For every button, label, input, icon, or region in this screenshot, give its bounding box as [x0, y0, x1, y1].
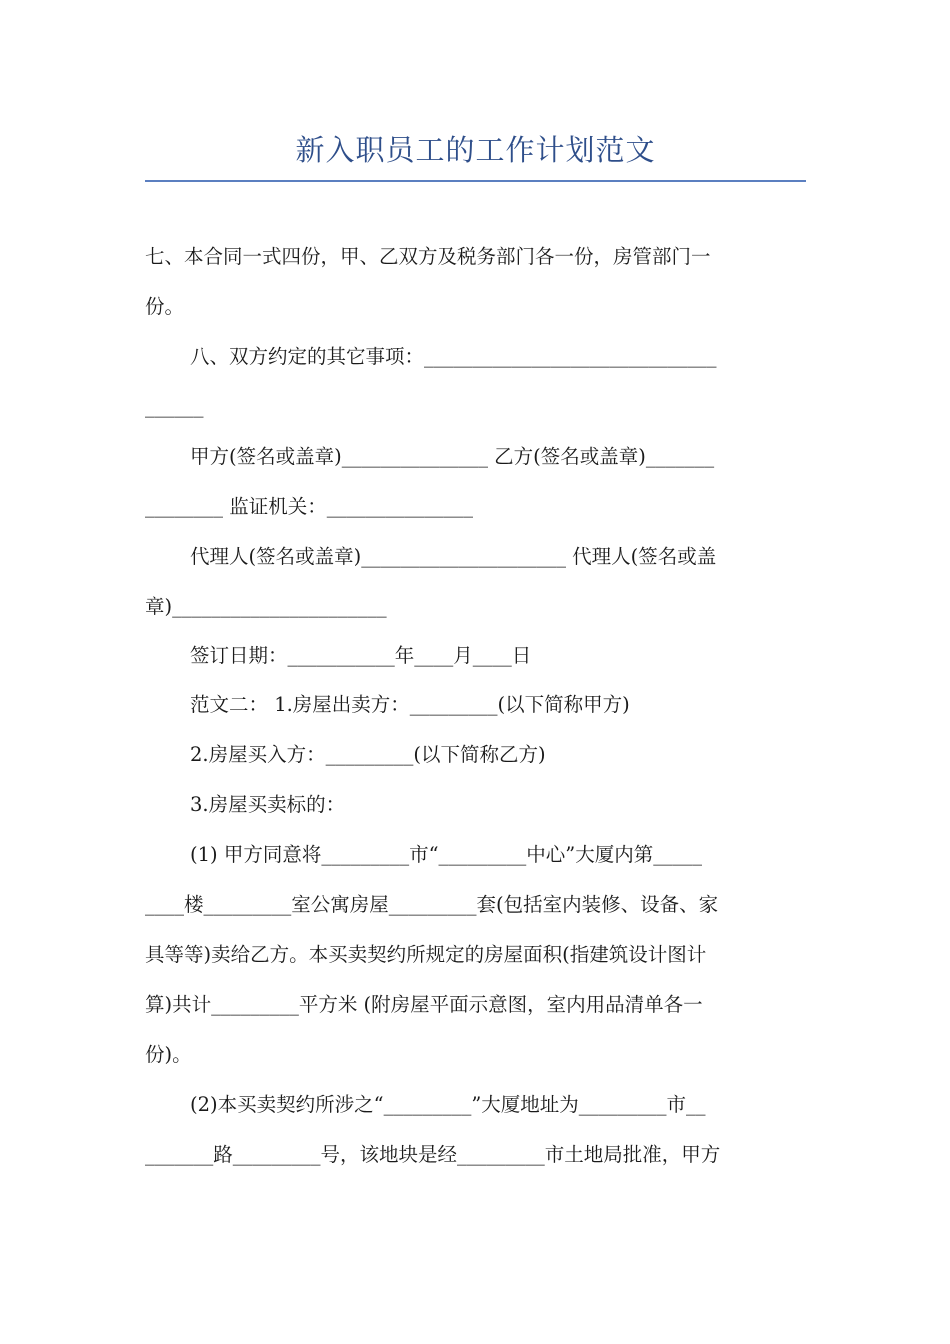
body-line: (1) 甲方同意将_________市“_________中心”大厦内第_____	[190, 843, 703, 866]
body-line: 代理人(签名或盖章)_____________________ 代理人(签名或盖	[190, 545, 717, 568]
body-line: 份)。	[145, 1043, 192, 1066]
body-line: _______路_________号，该地块是经_________市土地局批准，甲方	[145, 1143, 721, 1166]
body-line: 3.房屋买卖标的：	[190, 793, 346, 816]
body-line: 章)______________________	[145, 595, 387, 618]
body-line: (2)本买卖契约所涉之“_________”大厦地址为_________市__	[190, 1093, 706, 1116]
page-title: 新入职员工的工作计划范文	[295, 133, 656, 167]
body-line: 签订日期：___________年____月____日	[190, 644, 532, 667]
body-line: ______	[145, 395, 204, 418]
body-line: ________ 监证机关：_______________	[145, 495, 473, 518]
body-line: 七、本合同一式四份，甲、乙双方及税务部门各一份，房管部门一	[145, 245, 711, 268]
body-line: 具等等)卖给乙方。本买卖契约所规定的房屋面积(指建筑设计图计	[145, 943, 707, 966]
body-line: ____楼_________室公寓房屋_________套(包括室内装修、设备、家	[145, 893, 719, 916]
body-line: 2.房屋买入方：_________(以下简称乙方)	[190, 743, 546, 766]
body-line: 甲方(签名或盖章)_______________ 乙方(签名或盖章)_______	[190, 445, 715, 468]
body-line: 八、双方约定的其它事项：______________________________	[190, 345, 717, 368]
body-line: 算)共计_________平方米 (附房屋平面示意图，室内用品清单各一	[145, 993, 703, 1016]
body-line: 范文二： 1.房屋出卖方：_________(以下简称甲方)	[190, 693, 630, 716]
body-line: 份。	[145, 295, 185, 318]
title-divider	[145, 180, 806, 182]
